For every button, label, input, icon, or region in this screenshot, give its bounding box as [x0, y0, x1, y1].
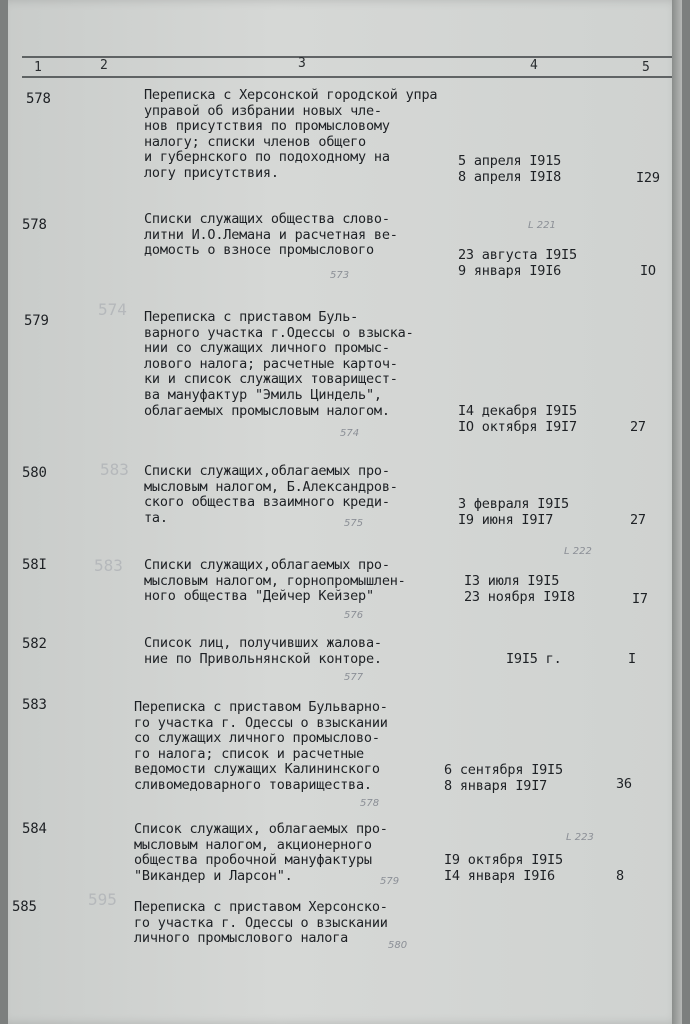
case-dates: 6 сентября I9I5 8 января I9I7	[444, 762, 563, 794]
case-dates: I9I5 г.	[506, 651, 562, 667]
case-sheets: I	[628, 651, 636, 667]
case-number: 580	[22, 465, 47, 481]
page-edge	[672, 0, 682, 1024]
case-dates: I9 октября I9I5 I4 января I9I6	[444, 852, 563, 884]
header-rule-top	[22, 56, 682, 58]
case-sheets: 27	[630, 512, 646, 528]
case-title: Переписка с приставом Бульварно- го участка г. Одессы о взыскании со служащих личного промыслово- го налога; список и расчетные ведомости служащих Калининского сливомедоварного товарищества.	[134, 699, 388, 793]
column-number-3: 3	[298, 56, 306, 71]
bleed-through: 595	[88, 890, 117, 909]
case-dates: I4 декабря I9I5 IO октября I9I7	[458, 403, 577, 435]
header-rule-bottom	[22, 76, 682, 78]
case-sheets: 8	[616, 868, 624, 884]
bleed-through: 574	[98, 300, 127, 319]
case-sheets: 36	[616, 776, 632, 792]
case-title: Список лиц, получивших жалова- ние по Привольнянской конторе.	[144, 635, 382, 667]
archive-page	[8, 0, 682, 1024]
pencil-note: L 221	[528, 220, 556, 231]
pencil-note: 575	[344, 518, 364, 529]
pencil-note: L 223	[566, 832, 594, 843]
pencil-note: 574	[340, 428, 360, 439]
case-title: Переписка с приставом Буль- варного участка г.Одессы о взыска- нии со служащих личного промыс- лового налога; расчетные карточ- ки и список служащих товарищест- ва мануфактур "Эмиль Циндель", облагаемых промысловым налогом.	[144, 309, 414, 419]
pencil-note: 580	[388, 940, 408, 951]
case-dates: 5 апреля I915 8 апреля I9I8	[458, 153, 562, 185]
case-number: 58I	[22, 557, 47, 573]
column-number-5: 5	[642, 60, 650, 75]
case-number: 582	[22, 636, 47, 652]
case-title: Списки служащих,облагаемых про- мысловым налогом, горнопромышлен- ного общества "Дейчер Кейзер"	[144, 557, 406, 605]
case-number: 579	[24, 313, 49, 329]
case-number: 583	[22, 697, 47, 713]
case-number: 585	[12, 899, 37, 915]
case-sheets: 27	[630, 419, 646, 435]
bleed-through: 583	[94, 556, 123, 575]
case-sheets: I29	[636, 170, 660, 186]
pencil-note: 576	[344, 610, 364, 621]
bleed-through: 583	[100, 460, 129, 479]
case-dates: 3 февраля I9I5 I9 июня I9I7	[458, 496, 569, 528]
case-number: 578	[22, 217, 47, 233]
case-title: Переписка с Херсонской городской упра управой об избрании новых чле- нов присутствия по промысловому налогу; списки членов общего и губернского по подоходному на логу присутствия.	[144, 87, 438, 181]
pencil-note: 577	[344, 672, 364, 683]
case-number: 578	[26, 91, 51, 107]
case-title: Списки служащих,облагаемых про- мысловым налогом, Б.Александров- ского общества взаимного креди- та.	[144, 463, 398, 526]
pencil-note: L 222	[564, 546, 592, 557]
case-number: 584	[22, 821, 47, 837]
column-number-2: 2	[100, 58, 108, 73]
case-title: Список служащих, облагаемых про- мысловым налогом, акционерного общества пробочной мануфактуры "Викандер и Ларсон".	[134, 821, 388, 884]
case-sheets: IO	[640, 263, 656, 279]
case-dates: 23 августа I9I5 9 января I9I6	[458, 247, 577, 279]
column-number-1: 1	[34, 60, 42, 75]
case-title: Списки служащих общества слово- литни И.О.Лемана и расчетная ве- домость о взносе промыслового	[144, 211, 398, 259]
case-sheets: I7	[632, 591, 648, 607]
pencil-note: 579	[380, 876, 400, 887]
case-dates: I3 июля I9I5 23 ноября I9I8	[464, 573, 575, 605]
pencil-note: 578	[360, 798, 380, 809]
pencil-note: 573	[330, 270, 350, 281]
case-title: Переписка с приставом Херсонско- го участка г. Одессы о взыскании личного промыслового налога	[134, 899, 388, 947]
column-number-4: 4	[530, 58, 538, 73]
